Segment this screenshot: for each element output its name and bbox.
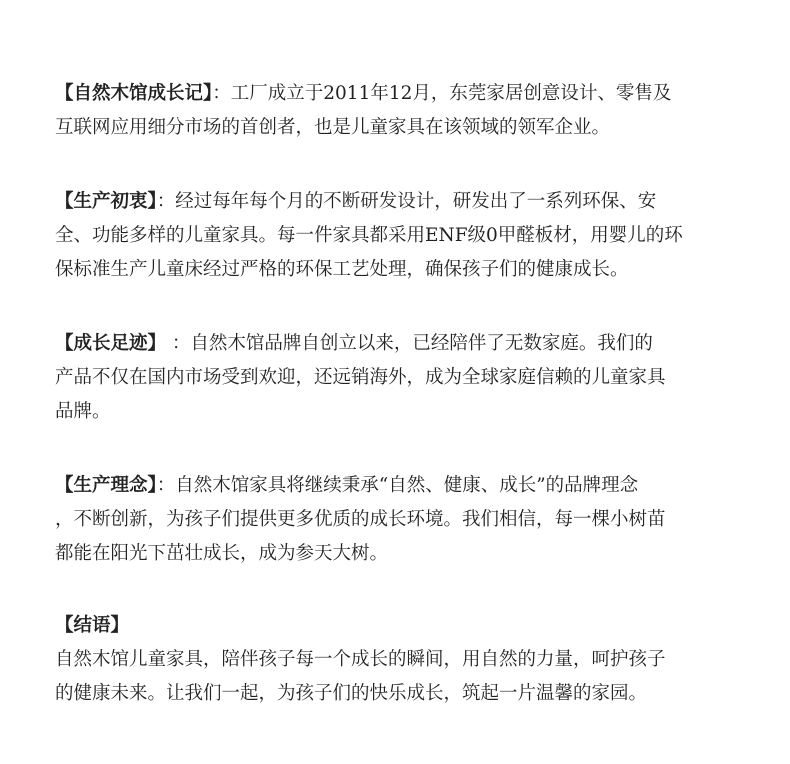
section-conclusion xyxy=(55,609,750,711)
section-line: 全、功能多样的儿童家具。每一件家具都采用ENF级0甲醛板材，用婴儿的环 xyxy=(55,225,683,246)
section-heading: 【自然木馆成长记】 xyxy=(55,83,213,104)
section-line: 互联网应用细分市场的首创者，也是儿童家具在该领域的领军企业。 xyxy=(55,117,611,138)
section-line xyxy=(55,185,750,219)
section-text: ：自然木馆品牌自创立以来，已经陪伴了无数家庭。我们的 xyxy=(166,333,653,354)
section-line xyxy=(55,469,750,503)
section-line xyxy=(55,77,750,111)
section-line xyxy=(55,609,750,643)
section-heading: 【生产理念】 xyxy=(55,475,157,496)
section-growth-footprint xyxy=(55,327,750,429)
section-line: 的健康未来。让我们一起，为孩子们的快乐成长，筑起一片温馨的家园。 xyxy=(55,683,648,704)
section-production-philosophy xyxy=(55,469,750,571)
section-line: ，不断创新，为孩子们提供更多优质的成长环境。我们相信，每一棵小树苗 xyxy=(55,509,666,530)
section-line xyxy=(55,327,750,361)
section-line: 保标准生产儿童床经过严格的环保工艺处理，确保孩子们的健康成长。 xyxy=(55,259,629,280)
section-text: ：自然木馆家具将继续秉承“自然、健康、成长”的品牌理念 xyxy=(156,475,639,496)
section-growth-story xyxy=(55,77,750,145)
section-line: 产品不仅在国内市场受到欢迎，还远销海外，成为全球家庭信赖的儿童家具 xyxy=(55,367,666,388)
section-line: 都能在阳光下茁壮成长，成为参天大树。 xyxy=(55,543,389,564)
section-line: 品牌。 xyxy=(55,401,111,422)
section-heading: 【生产初衷】 xyxy=(55,191,157,212)
section-heading: 【成长足迹】 xyxy=(55,333,167,354)
section-text: ：经过每年每个月的不断研发设计，研发出了一系列环保、安 xyxy=(156,191,657,212)
section-text: ：工厂成立于2011年12月，东莞家居创意设计、零售及 xyxy=(212,83,672,104)
section-heading: 【结语】 xyxy=(55,615,130,636)
section-line: 自然木馆儿童家具，陪伴孩子每一个成长的瞬间，用自然的力量，呵护孩子 xyxy=(55,649,666,670)
section-production-intent xyxy=(55,185,750,287)
